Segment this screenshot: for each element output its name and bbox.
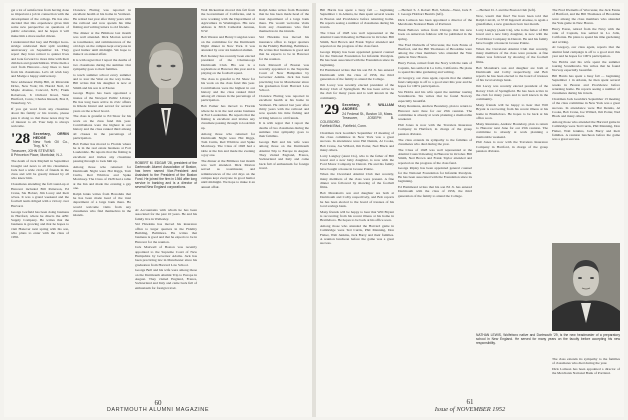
paragraph: Stu Hobbs and his wife spent the summer touring Scandinavia. Stu writes that he found Norway especially beautiful. xyxy=(552,59,620,73)
paragraph: get a lot of satisfaction from having done so important a job in connection with the development of the college. He has also decided that this experience gives him some new perspective on questions of public education, and he hopes it will make him a more useful citizen. xyxy=(11,8,69,38)
paragraph: George Bell and his wife were among those on the Dartmouth Alumni Trip to Europe in August. They visited England, France, Switzerland and Italy and came back full of enthusiasm for foreign travel. xyxy=(135,268,197,290)
paragraph: Stu Hobbs and his wife spent the summer touring Scandinavia. Stu writes that he found Norway especially beautiful. xyxy=(398,90,472,103)
paragraph: If you get word from any classmate about his family or his travels, please pass it along so that these notes may be of interest to all. Your help is always welcome. xyxy=(11,107,69,129)
paragraph: Sid Hawkins has moved his insurance office to larger quarters in the Fidelity Building, Baltimore. He writes that business is good and that he expects to be in Hanover for the reunion. xyxy=(259,35,309,61)
paragraph: The dinner at the Biltmore last month was well attended. Dick Morton served as toastmaster, and reminiscences of the old days on the campus kept everyone in good humor until midnight. We hope to make it an annual affair. xyxy=(201,158,255,189)
paragraph: George Ripley has been appointed general counsel for the National Foundation for Infantile Paralysis. He has been associated with the Foundation since its beginning. xyxy=(398,166,472,184)
paragraph: Ralph Jenks writes from Honolulu that he has been made head of the trust department of a large bank there. He would welcome visits from any classmates who find themselves in the islands. xyxy=(259,8,309,34)
class-heading-28 xyxy=(11,132,69,158)
class-secretary: Secretary, ORRIN HEDGE xyxy=(33,131,69,140)
right-column-4 xyxy=(552,8,620,240)
paragraph: Bob Eamer has moved to Florida where he is in the real estate business at Fort Lauderdale. He reports that the fishing is excellent and invites any classmate passing through to look him up. xyxy=(201,104,255,130)
class-treasurer-address: Fairfield Blvd., Fairfield, Conn. xyxy=(320,124,367,129)
issue-date: Issue of NOVEMBER 1952 xyxy=(434,406,506,413)
left-footer xyxy=(4,399,312,413)
paragraph: The death of Jack Mayhall in September brought sad news to all his classmates. Jack had a wide circle of friends in the class and will be greatly missed by all who knew him. xyxy=(11,159,69,181)
left-column-2 xyxy=(73,8,131,403)
paragraph: Jim Lacey was recently elected president of the Rotary Club of Springfield. He has been active in the club for many years and is well known in the community. xyxy=(320,82,394,100)
paragraph: George Gorfield has been doing business in Hartford, where he directs the ABC Supply Company. He writes that the business is growing and that he hopes to visit Hanover next spring with his son, who plans to enter with the class of 1956. xyxy=(11,209,69,240)
paragraph: Jack Maxwell of Boston was recently appointed to the Supreme Court of New Hampshire by Governor Adams. Jack has been practicing law in Manchester since his graduation from Harvard Law School. xyxy=(259,62,309,93)
left-column-3 xyxy=(135,208,197,403)
paragraph: Classmates attending the fall round-up at Hanover included Bill Patterson, Ed Crane, Stu Hobart, Jim Lacey and their wives. It was a grand weekend and the football team obliged with a victory over Harvard. xyxy=(11,182,69,208)
paragraph: Jim Lacey was recently elected president of the Rotary Club of Springfield. He has been active in the club for many years and is well known in the community. xyxy=(476,84,548,102)
paragraph: Al Gregory, our class agent, reports that the alumni fund campaign is off to a good start this year and he hopes for 100% participation. xyxy=(398,75,472,89)
page-number: 60 xyxy=(154,399,162,407)
paragraph: Bob Weston and Henry Congdon were on the committee for the Dartmouth Night dinner in New York. It was attended by over six hundred alumni. xyxy=(201,35,255,53)
left-column-4 xyxy=(201,8,255,403)
paragraph: —Herbert D. J. and the Boston Club (left). xyxy=(476,8,536,12)
paragraph: Many Reunions, Andrew Boundary, plan to return to Hanover next June for our 25th reunion. The committee is already at work planning a memorable weekend. xyxy=(476,121,548,139)
paragraph: Clarence Fluting was reported in excellent health at his home in Vermont. He retired last year after thirty years with the railroad and now spends his time fishing and writing letters to old friends. xyxy=(259,94,309,120)
paragraph: Bob Monahan's son and daughter are both at Dartmouth and Colby respectively, and Bob reports he has been elected to the board of trustees of his local savings bank. xyxy=(476,65,548,83)
class-secretary-address: 24 Federal St., Boston 10, Mass. xyxy=(342,111,394,116)
paragraph: —Herbert S. J. Robert Hall, Schule—West, Jack F. J. George Hobbart Beatrix (left). xyxy=(398,8,472,17)
page-number: 61 xyxy=(466,398,474,406)
paragraph: Now, wasn't that fine? We have been told that Ralph Carroll, at 3710 Ingersoll Avenue, is again a grandfather, a new grandson born last month. xyxy=(476,13,548,27)
paragraph: Chairman Jack Gouldie's September 13 meeting of the class committee in New York was a great success. In attendance were Hal Dennis, Al Cooke, Bob Crane, Joe Willard, Jim Potter, Ned Black and many others. xyxy=(552,97,620,119)
paragraph: to teach summer school every summer and to tour the West on the way home. Bill writes that his daughter is now at Smith and his son is at Exeter. xyxy=(73,72,131,90)
paragraph: Bob Kenney has recently been elected president of the Chattanooga Dartmouth Club. His son is a sophomore at Hanover this year and is playing on the football squad. xyxy=(201,53,255,76)
paragraph: George Hayes has been appointed a trustee of the Newport Public Library. He has long been active in civic affairs in Rhode Island and served for several years on the school board. xyxy=(73,91,131,113)
right-footer xyxy=(316,398,624,413)
paragraph: Ralph Jenks writes from Honolulu that he has been made head of the trust department of a large bank there. He would welcome visits from any classmates who find themselves in the islands. xyxy=(73,191,131,218)
paragraph: Many friends will be happy to hear that Will Bryant is recovering from his recent illness at his home in Brattleboro. He hopes to be back at his office soon. xyxy=(476,102,548,120)
class-year: '28 xyxy=(11,130,31,147)
paragraph: Dick Lamson has been appointed a director of the Merchants National Bank of Portland. xyxy=(398,18,472,27)
paragraph: Bill Harris has spent a busy fall — beginning September 1 in Atlanta, he then spent several weeks in Boston and Providence before returning home. He reports seeing a number of classmates during his travels. xyxy=(552,74,620,96)
paragraph: The dinner at the Biltmore last month was well attended. Dick Morton served as toastmaster, and reminiscences of the old days on the campus kept everyone in good humor until midnight. We hope to make it an annual affair. xyxy=(73,30,131,57)
paragraph: When the Cleveland Alumni Club met recently, many members of the class were present. A fine dinner was followed by showing of the football films. xyxy=(476,46,548,64)
paragraph: The Fred Dwinells of Worcester, the Jack Fenns of Hartford, and the Bill Thomases of Brookline were among the class members who attended the Yale game in New Haven. xyxy=(398,42,472,60)
magazine-title: DARTMOUTH ALUMNI MAGAZINE xyxy=(106,407,210,413)
paragraph: Phil Jones is now with the Travelers Insurance Company in Hartford, in charge of the group pension division. xyxy=(398,123,472,136)
paragraph: Al Accountants with whom he has been associated for the past 10 years. He and his family live in Wellesley. xyxy=(135,208,197,221)
portrait-photo-edgar xyxy=(135,8,197,158)
class-secretary-address: New York Oil Co., Troy, N.Y. xyxy=(33,140,69,149)
paragraph: The class is grateful to Ed Shaw for his work on the class fund this year. Contributions were the highest in our history and the class ranked third among all classes in the percentage of participation. xyxy=(73,114,131,140)
paragraph: It is with regret that I report the deaths of two classmates during the summer. Our sympathy goes to their families. xyxy=(259,121,309,139)
paragraph: When the Cleveland Alumni Club met recently, many members of the class were present. A fine dinner was followed by showing of the football films. xyxy=(320,172,394,190)
photo-caption-lewis: NATHAN LEWIS, Wolfeboro native and Dartmouth '29, is the new headmaster of a preparatory school in New England. He served for many years on the faculty before accepting his new responsibility. xyxy=(476,333,620,345)
right-column-4-bottom xyxy=(552,357,620,403)
paragraph: It is with regret that I report the deaths of two classmates during the summer. Our sympathy goes to their families. xyxy=(73,58,131,71)
paragraph: Ed Hammond writes that his son Ed Jr. has entered Dartmouth with the class of 1956, the third generation of the family to attend the College. xyxy=(398,184,472,198)
paragraph: Phil Jones is now with the Travelers Insurance Company in Hartford, in charge of the group pension division. xyxy=(476,140,548,153)
left-column-1 xyxy=(11,8,69,403)
paragraph: Sid Hawkins has moved his insurance office to larger quarters in the Fidelity Building, Baltimore. He writes that business is good and that he expects to be in Hanover for the reunion. xyxy=(135,222,197,244)
paragraph: The Class of 1928 was well represented at the Alumni Council meeting in Hanover in October. Bill Smith, Ned Brown and Frank Taylor attended and reported on the progress of the class fund. xyxy=(320,30,394,48)
paragraph: Many friends will be happy to hear that Will Bryant is recovering from his recent illness at his home in Brattleboro. He hopes to be back at his office soon. xyxy=(320,209,394,223)
paragraph: Hank Bellows writes from Chicago that his new book on American folklore will be published in the spring. xyxy=(398,28,472,41)
paragraph: The class is grateful to Ed Shaw for his work on the class fund this year. Contributions were the highest in our history and the class ranked third among all classes in the percentage of participation. xyxy=(201,76,255,103)
right-page xyxy=(316,3,624,417)
class-heading-29 xyxy=(320,103,394,129)
paragraph: Ed Hammond writes that his son Ed Jr. has entered Dartmouth with the class of 1956, the third generation of the family to attend the College. xyxy=(320,68,394,81)
paragraph: Larry Langley (Aunt Cis), who is the father of Bill Jewel and a new baby daughter, is now with the Ford Motor Company in Detroit. He and his family have bought a house in Grosse Pointe. xyxy=(320,153,394,171)
paragraph: Al Gregory, our class agent, reports that the alumni fund campaign is off to a good start this year and he hopes for 100% participation. xyxy=(552,45,620,58)
class-year: '29 xyxy=(320,101,340,118)
paragraph: Harry Eaton, retired from the Navy with the rank of Captain, has settled in La Jolla, California. He plans to spend his time gardening and writing. xyxy=(552,26,620,44)
magazine-spread xyxy=(4,3,624,417)
paragraph: The Class of 1928 was well represented at the Alumni Council meeting in Hanover in October. Bill Smith, Ned Brown and Frank Taylor attended and reported on the progress of the class fund. xyxy=(398,147,472,165)
paragraph: The class extends its sympathy to the families of classmates who died during the year. xyxy=(552,357,620,366)
right-column-1 xyxy=(320,8,394,403)
paragraph: George Bell and his wife were among those on the Dartmouth Alumni Trip to Europe in August. They visited England, France, Switzerland and Italy and came back full of enthusiasm for foreign travel. xyxy=(259,140,309,170)
photo-caption-edgar: ROBERT M. EDGAR '28, president of the Dartmouth Alumni Association of Boston, has been named Vice-President and Assistant to the President of the Boston Fund. He joined the firm in 1946 after long service in banking and is a director of several New England corporations. xyxy=(135,161,197,189)
paragraph: Bob Eamer has moved to Florida where he is in the real estate business at Fort Lauderdale. He reports that the fishing is excellent and invites any classmate passing through to look him up. xyxy=(73,141,131,163)
class-treasurer-address: 8 Princeton Place, Montclair, N.J. xyxy=(11,153,63,157)
class-secretary: Secretary, F. WILLIAM ANDRES xyxy=(342,102,394,112)
left-column-5 xyxy=(259,8,309,403)
paragraph: I understand that Guy and Bridget Goss-stridge celebrated their split wedding anniversary on September 24. They report they have retired to quieter lives and look forward to more time with their children and grandchildren. Write them a card from Hanover—Guy likes to hear from his classmates. Let's all wish Guy and Madge a happy anniversary. xyxy=(11,39,69,78)
paragraph: Walt Dickerman moved this fall from the Government of California, and is now working with the Department of Agriculture in Washington. His new address is 3016 Cathedral Avenue, N.W. xyxy=(201,8,255,34)
class-treasurer: Treasurer, JOSEPH B. COLEBORD xyxy=(320,115,394,125)
paragraph: Bob Monahan's son and daughter are both at Dartmouth and Colby respectively, and Bob reports he has been elected to the board of trustees of his local savings bank. xyxy=(320,191,394,208)
paragraph: The class extends its sympathy to the families of classmates who died during the year. xyxy=(398,137,472,146)
paragraph: Harry Eaton, retired from the Navy with the rank of Captain, has settled in La Jolla, California. He plans to spend his time gardening and writing. xyxy=(398,61,472,74)
paragraph: Among those who attended the Harvard game in Cambridge were Ted Curtis, Phil Manning, Don Fisher, Walt Jenkins, Jack Barry and their families. A reunion luncheon before the game was a great success. xyxy=(320,224,394,246)
paragraph: Jack Maxwell of Boston was recently appointed to the Supreme Court of New Hampshire by Governor Adams. Jack has been practicing law in Manchester since his graduation from Harvard Law School. xyxy=(135,245,197,267)
paragraph: Chairman Jack Gouldie's September 13 meeting of the class committee in New York was a great success. In attendance were Hal Dennis, Al Cooke, Bob Crane, Joe Willard, Jim Potter, Ned Black and many others. xyxy=(320,130,394,152)
paragraph: George Ripley has been appointed general counsel for the National Foundation for Infantile Paralysis. He has been associated with the Foundation since its beginning. xyxy=(320,49,394,67)
paragraph: Dick Lamson has been appointed a director of the Merchants National Bank of Portland. xyxy=(552,367,620,376)
paragraph: Among those who attended the Harvard game in Cambridge were Ted Curtis, Phil Manning, Don Fisher, Walt Jenkins, Jack Barry and their families. A reunion luncheon before the game was a great success. xyxy=(552,120,620,142)
paragraph: Among those who returned for Dartmouth Night were Hal Riggs, Tom Curtis, Red Whitlow and Spike Morrissey. The Class of 1928 had a table at the Inn and made the evening a gay one. xyxy=(201,131,255,157)
class-treasurer: Treasurer, JOHN STEVENS xyxy=(11,148,55,153)
paragraph: Bill Harris has spent a busy fall — beginning September 1 in Atlanta, he then spent several weeks in Boston and Providence before returning home. He reports seeing a number of classmates during his travels. xyxy=(320,8,394,30)
paragraph: Clarence Fluting was reported in excellent health at his home in Vermont. He retired last year after thirty years with the railroad and now spends his time fishing and writing letters to old friends. xyxy=(73,8,131,30)
paragraph: Many Reunions, Andrew Boundary, plan to return to Hanover next June for our 25th reunion. The committee is already at work planning a memorable weekend. xyxy=(398,104,472,122)
paragraph: Larry Langley (Aunt Cis), who is the father of Bill Jewel and a new baby daughter, is now with the Ford Motor Company in Detroit. He and his family have bought a house in Grosse Pointe. xyxy=(476,28,548,46)
portrait-photo-lewis xyxy=(552,243,620,331)
paragraph: Among those who returned for Dartmouth Night were Hal Riggs, Tom Curtis, Red Whitlow and Spike Morrissey. The Class of 1928 had a table at the Inn and made the evening a gay one. xyxy=(73,164,131,191)
right-column-2 xyxy=(398,8,472,403)
paragraph: The Fred Dwinells of Worcester, the Jack Fenns of Hartford, and the Bill Thomases of Brookline were among the class members who attended the Yale game in New Haven. xyxy=(552,8,620,25)
paragraph: New addresses: Philip Hill, 41 Riverside Drive, New York; Dr. Harold Neil, 22 Maple Avenue, Concord, N.H.; Frank Robertson, 6 Orchard Road, West Hartford, Conn.; Charles Russell, Box 8, Waterbury, Vt. xyxy=(11,79,69,106)
left-page xyxy=(4,3,312,417)
